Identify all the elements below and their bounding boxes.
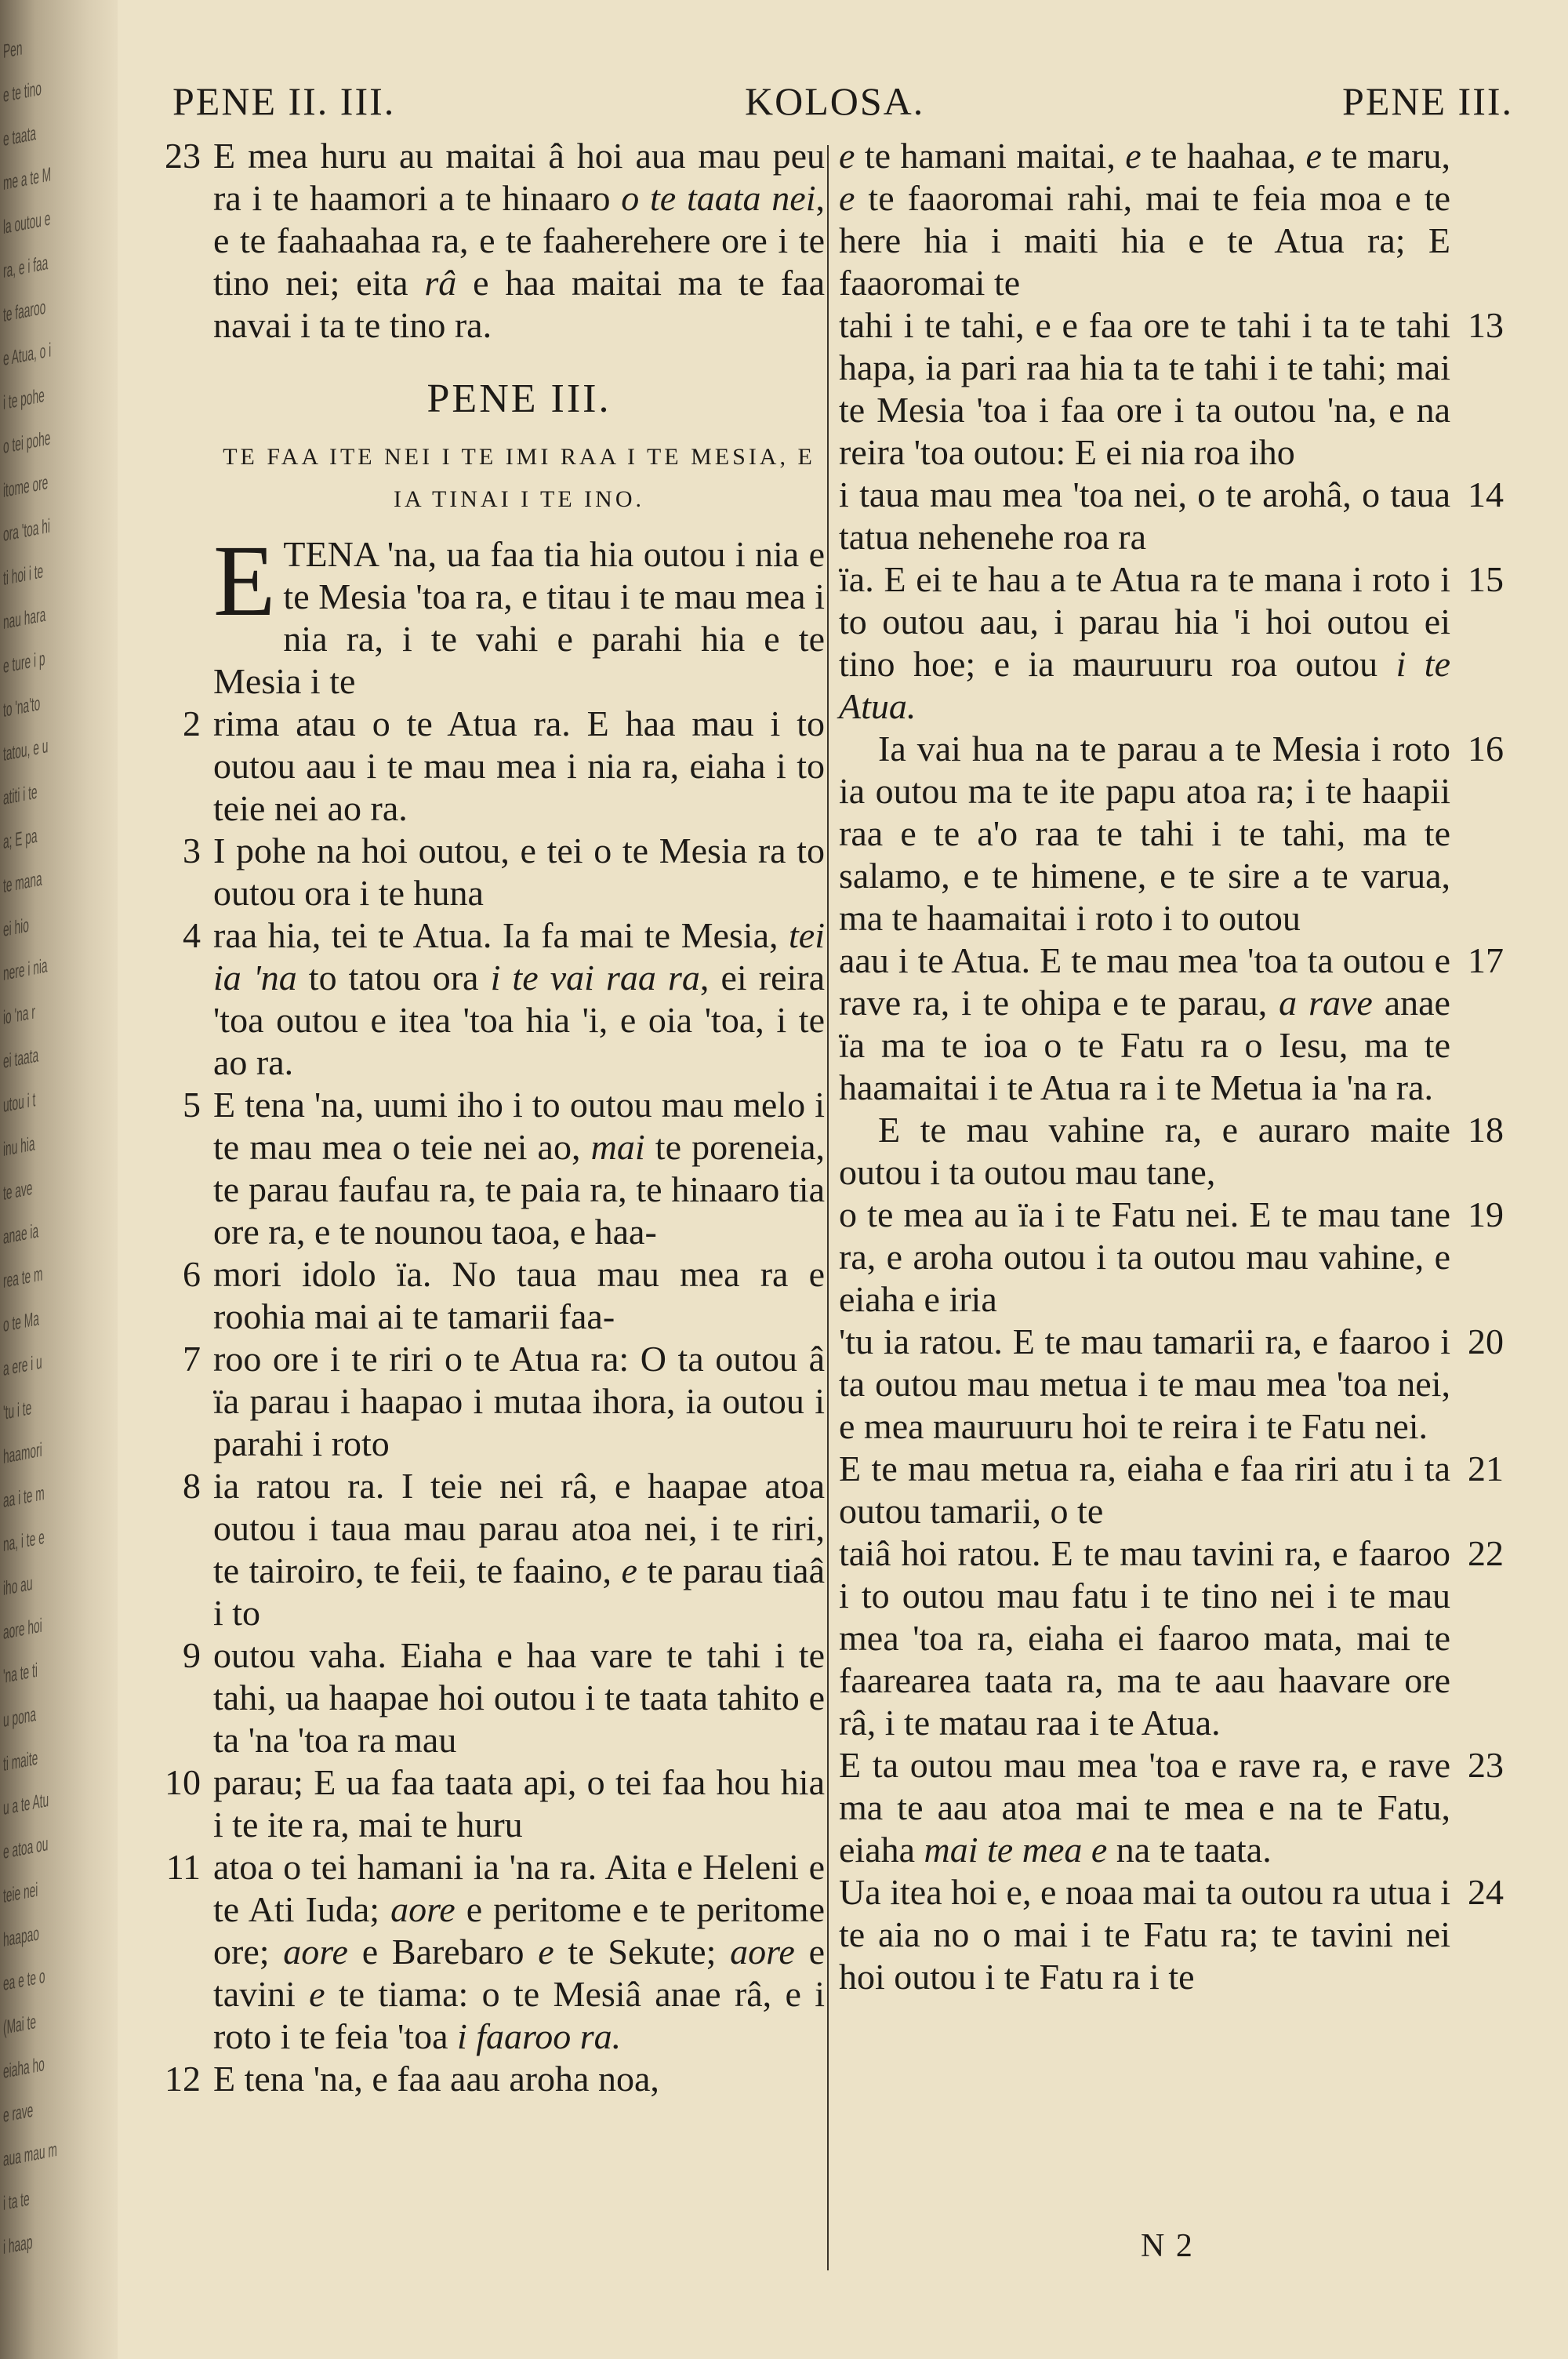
verse-7: 7 roo ore i te riri o te Atua ra: O ta outou â ïa parau i haapao i mutaa ihora, ia outou i parahi i roto — [213, 1338, 825, 1465]
gutter-fragment: la outou e — [3, 207, 51, 238]
header-right: PENE III. — [1342, 79, 1513, 123]
verse-number: 2 — [183, 703, 201, 743]
verse-number: 21 — [1468, 1448, 1504, 1488]
verse-number: 9 — [183, 1635, 201, 1675]
gutter-fragment: ei taata — [3, 1044, 39, 1073]
column-divider — [827, 145, 829, 2270]
gutter-fragment: io 'na r — [3, 1001, 35, 1029]
gutter-fragment: ti hoi i te — [3, 560, 44, 590]
gutter-fragment: atiti i te — [3, 780, 38, 809]
gutter-fragment: haamori — [3, 1438, 42, 1468]
verse-23-right: 23 E ta outou mau mea 'toa e rave ra, e rave ma te aau atoa mai te mea e na te Fatu, eiaha mai te mea e na te taata. — [839, 1744, 1450, 1871]
gutter-fragment: inu hia — [3, 1132, 35, 1161]
left-column — [165, 135, 826, 2100]
verse-2: 2 rima atau o te Atua ra. E haa mau i to outou aau i te mau mea i nia ra, eiaha i to teie nei ao ra. — [213, 703, 825, 830]
verse-number: 10 — [165, 1762, 201, 1802]
header-book-title: KOLOSA. — [745, 79, 925, 123]
verse-17: 17 aau i te Atua. E te mau mea 'toa ta outou e rave ra, i te ohipa e te parau, a rave anae ïa ma te ioa o te Fatu ra o Iesu, ma te haamaitai i te Atua ra i te Metua ia 'na ra. — [839, 940, 1450, 1109]
verse-number: 3 — [183, 831, 201, 871]
gutter-fragment: anae ia — [3, 1219, 39, 1249]
verse-number: 22 — [1468, 1533, 1504, 1573]
verse-number: 11 — [165, 1847, 201, 1887]
verse-19: 19 o te mea au ïa i te Fatu nei. E te mau tane ra, e aroha outou i ta outou mau vahine, e eiaha e iria — [839, 1194, 1450, 1321]
bible-page — [125, 0, 1568, 2359]
gutter-fragment: eiaha ho — [3, 2052, 45, 2083]
gutter-fragment: teie nei — [3, 1878, 38, 1907]
gutter-fragment: nere i nia — [3, 954, 48, 985]
gutter-fragment: o tei pohe — [3, 427, 51, 458]
gutter-fragment: to 'na'to — [3, 692, 41, 722]
verse-number: 17 — [1468, 940, 1504, 980]
verse-number: 18 — [1468, 1110, 1504, 1150]
gutter-fragment: ra, e i faa — [3, 252, 49, 282]
verse-23-left: 23 E mea huru au maitai â hoi aua mau peu ra i te haamori a te hinaaro o te taata nei, e te faahaahaa ra, e te faaherehere ore i te tino nei; eita râ e haa maitai ma te faa navai i ta te tino ra. — [213, 135, 825, 347]
chapter-summary: TE FAA ITE NEI I TE IMI RAA I TE MESIA, E IA TINAI I TE INO. — [223, 444, 815, 512]
verse-number: 20 — [1468, 1321, 1504, 1361]
gutter-fragment: nau hara — [3, 603, 46, 634]
verse-number: 6 — [183, 1254, 201, 1294]
verse-12: 12 E tena 'na, e faa aau aroha noa, — [213, 2058, 825, 2100]
verse-22: 22 taiâ hoi ratou. E te mau tavini ra, e faaroo i to outou mau fatu i te tino nei i te mau mea 'toa ra, eiaha ei faaroo mata, mai te faarearea taata ra, ma te aau haavare ore râ, i te matau raa i te Atua. — [839, 1532, 1450, 1744]
gutter-fragment: e Atua, o i — [3, 339, 52, 370]
verse-16: 16 Ia vai hua na te parau a te Mesia i roto ia outou ma te ite papu atoa ra; i te haapii raa e te a'o raa te tahi i te tahi, ma te salamo, e te himene, e te sire a te varua, ma te haamaitai i roto i to outou — [839, 728, 1450, 940]
verse-number: 23 — [165, 136, 201, 176]
gutter-fragment: e te tino — [3, 77, 42, 107]
gutter-fragment: 'na te ti — [3, 1659, 38, 1688]
gutter-fragment: Pen — [3, 37, 23, 63]
verse-12-cont: e te hamani maitai, e te haahaa, e te maru, e te faaoromai rahi, mai te feia moa e te here hia i maiti hia e te Atua ra; E faaoromai te — [839, 136, 1450, 303]
verse-20: 20 'tu ia ratou. E te mau tamarii ra, e faaroo i ta outou mau metua i te mau mea 'toa nei, e mea mauruuru hoi te reira i te Fatu nei. — [839, 1321, 1450, 1448]
gutter-fragment: i haap — [3, 2230, 33, 2259]
verse-number: 8 — [183, 1466, 201, 1506]
gutter-fragment: e atoa ou — [3, 1833, 49, 1863]
verse-10: 10 parau; E ua faa taata api, o tei faa hou hia i te ite ra, mai te huru — [213, 1761, 825, 1846]
header-left: PENE II. III. — [172, 79, 396, 123]
gutter-fragment: i ta te — [3, 2187, 30, 2215]
verse-number: 7 — [183, 1339, 201, 1379]
gutter-fragment: u a te Atu — [3, 1788, 49, 1819]
gutter-fragment: haapao — [3, 1922, 39, 1951]
verse-8: 8 ia ratou ra. I teie nei râ, e haapae atoa outou i taua mau parau atoa nei, i te riri, te tairoiro, te feii, te faaino, e te parau tiaâ i to — [213, 1465, 825, 1634]
verse-9: 9 outou vaha. Eiaha e haa vare te tahi i te tahi, ua haapae hoi outou i te taata tahito e ta 'na 'toa ra mau — [213, 1634, 825, 1761]
gutter-fragment: aore hoi — [3, 1614, 42, 1644]
gutter-fragment: me a te M — [3, 163, 52, 194]
verse-24: 24 Ua itea hoi e, e noaa mai ta outou ra utua i te aia no o mai i te Fatu ra; te tavini nei hoi outou i te Fatu ra i te — [839, 1871, 1450, 1998]
verse-3: 3 I pohe na hoi outou, e tei o te Mesia ra to outou ora i te huna — [213, 830, 825, 914]
gutter-fragment: aa i te m — [3, 1481, 45, 1512]
verse-18: 18 E te mau vahine ra, e auraro maite outou i ta outou mau tane, — [839, 1109, 1450, 1194]
gutter-fragment: ora 'toa hi — [3, 514, 50, 546]
gutter-fragment: rea te m — [3, 1263, 43, 1292]
verse-11: 11 atoa o tei hamani ia 'na ra. Aita e Heleni e te Ati Iuda; aore e peritome e te peritome ore; aore e Barebaro e te Sekute; aore e tavini e te tiama: o te Mesiâ anae râ, e i roto i te feia 'toa i faaroo ra. — [213, 1846, 825, 2058]
gutter-fragment: utou i t — [3, 1089, 36, 1117]
gutter-fragment: a; E pa — [3, 824, 38, 853]
gutter-fragment: aua mau m — [3, 2138, 57, 2171]
verse-number: 19 — [1468, 1194, 1504, 1234]
verse-4: 4 raa hia, tei te Atua. Ia fa mai te Mesia, tei ia 'na to tatou ora i te vai raa ra, ei reira 'toa outou e itea 'toa hia 'i, e oia 'toa, i te ao ra. — [213, 914, 825, 1084]
verse-number: 12 — [165, 2059, 201, 2099]
gutter-fragment: iho au — [3, 1572, 33, 1600]
verse-21: 21 E te mau metua ra, eiaha e faa riri atu i ta outou tamarii, o te — [839, 1448, 1450, 1532]
verse-6: 6 mori idolo ïa. No taua mau mea ra e roohia mai ai te tamarii faa- — [213, 1253, 825, 1338]
signature-mark: N 2 — [1141, 2228, 1194, 2264]
gutter-fragment: u pona — [3, 1703, 37, 1732]
chapter-title: PENE III. — [426, 376, 612, 421]
verse-number: 5 — [183, 1085, 201, 1125]
gutter-fragment: na, i te e — [3, 1525, 45, 1556]
right-column — [839, 135, 1504, 1998]
gutter-fragment: i te pohe — [3, 383, 45, 414]
gutter-fragment: tatou, e u — [3, 735, 49, 765]
gutter-fragment: 'tu i te — [3, 1397, 32, 1424]
verse-number: 4 — [183, 915, 201, 955]
verse-number: 24 — [1468, 1872, 1504, 1912]
gutter-fragment: ti maite — [3, 1747, 38, 1776]
verse-1: ETENA 'na, ua faa tia hia outou i nia e te Mesia 'toa ra, e titau i te mau mea i nia ra, i te vahi e parahi hia e te Mesia i te — [213, 525, 825, 701]
verse-number: 14 — [1468, 474, 1504, 514]
gutter-fragment: itome ore — [3, 471, 49, 502]
adjacent-page-gutter — [0, 0, 118, 2359]
gutter-fragment: e rave — [3, 2099, 34, 2127]
gutter-fragment: e ture i p — [3, 647, 45, 678]
verse-15: 15 ïa. E ei te hau a te Atua ra te mana i roto i to outou aau, i parau hia 'i hoi outou ei tino hoe; e ia mauruuru roa outou i te Atua. — [839, 558, 1450, 728]
verse-13: 13 tahi i te tahi, e e faa ore te tahi i ta te tahi hapa, ia pari raa hia ta te tahi i te tahi; mai te Mesia 'toa i faa ore i ta outou 'na, e na reira 'toa outou: E ei nia roa iho — [839, 304, 1450, 474]
gutter-fragment: te mana — [3, 867, 42, 897]
verse-number: 16 — [1468, 729, 1504, 769]
verse-number: 13 — [1468, 305, 1504, 345]
gutter-fragment: e taata — [3, 122, 37, 151]
verse-14: 14 i taua mau mea 'toa nei, o te arohâ, o taua tatua nehenehe roa ra — [839, 474, 1450, 558]
verse-5: 5 E tena 'na, uumi iho i to outou mau melo i te mau mea o teie nei ao, mai te poreneia, te parau faufau ra, te paia ra, te hinaaro tia ore ra, e te nounou taoa, e haa- — [213, 1084, 825, 1253]
gutter-fragment: (Mai te — [3, 2010, 37, 2039]
gutter-fragment: ei hio — [3, 914, 29, 941]
verse-number: 23 — [1468, 1745, 1504, 1785]
gutter-fragment: a ere i u — [3, 1350, 42, 1380]
gutter-fragment: te ave — [3, 1176, 33, 1205]
verse-number: 15 — [1468, 559, 1504, 599]
drop-cap: E — [213, 525, 276, 638]
running-header — [149, 78, 1513, 125]
gutter-fragment: ea e te o — [3, 1965, 45, 1995]
gutter-fragment: o te Ma — [3, 1307, 39, 1336]
gutter-fragment: te faaroo — [3, 296, 46, 326]
